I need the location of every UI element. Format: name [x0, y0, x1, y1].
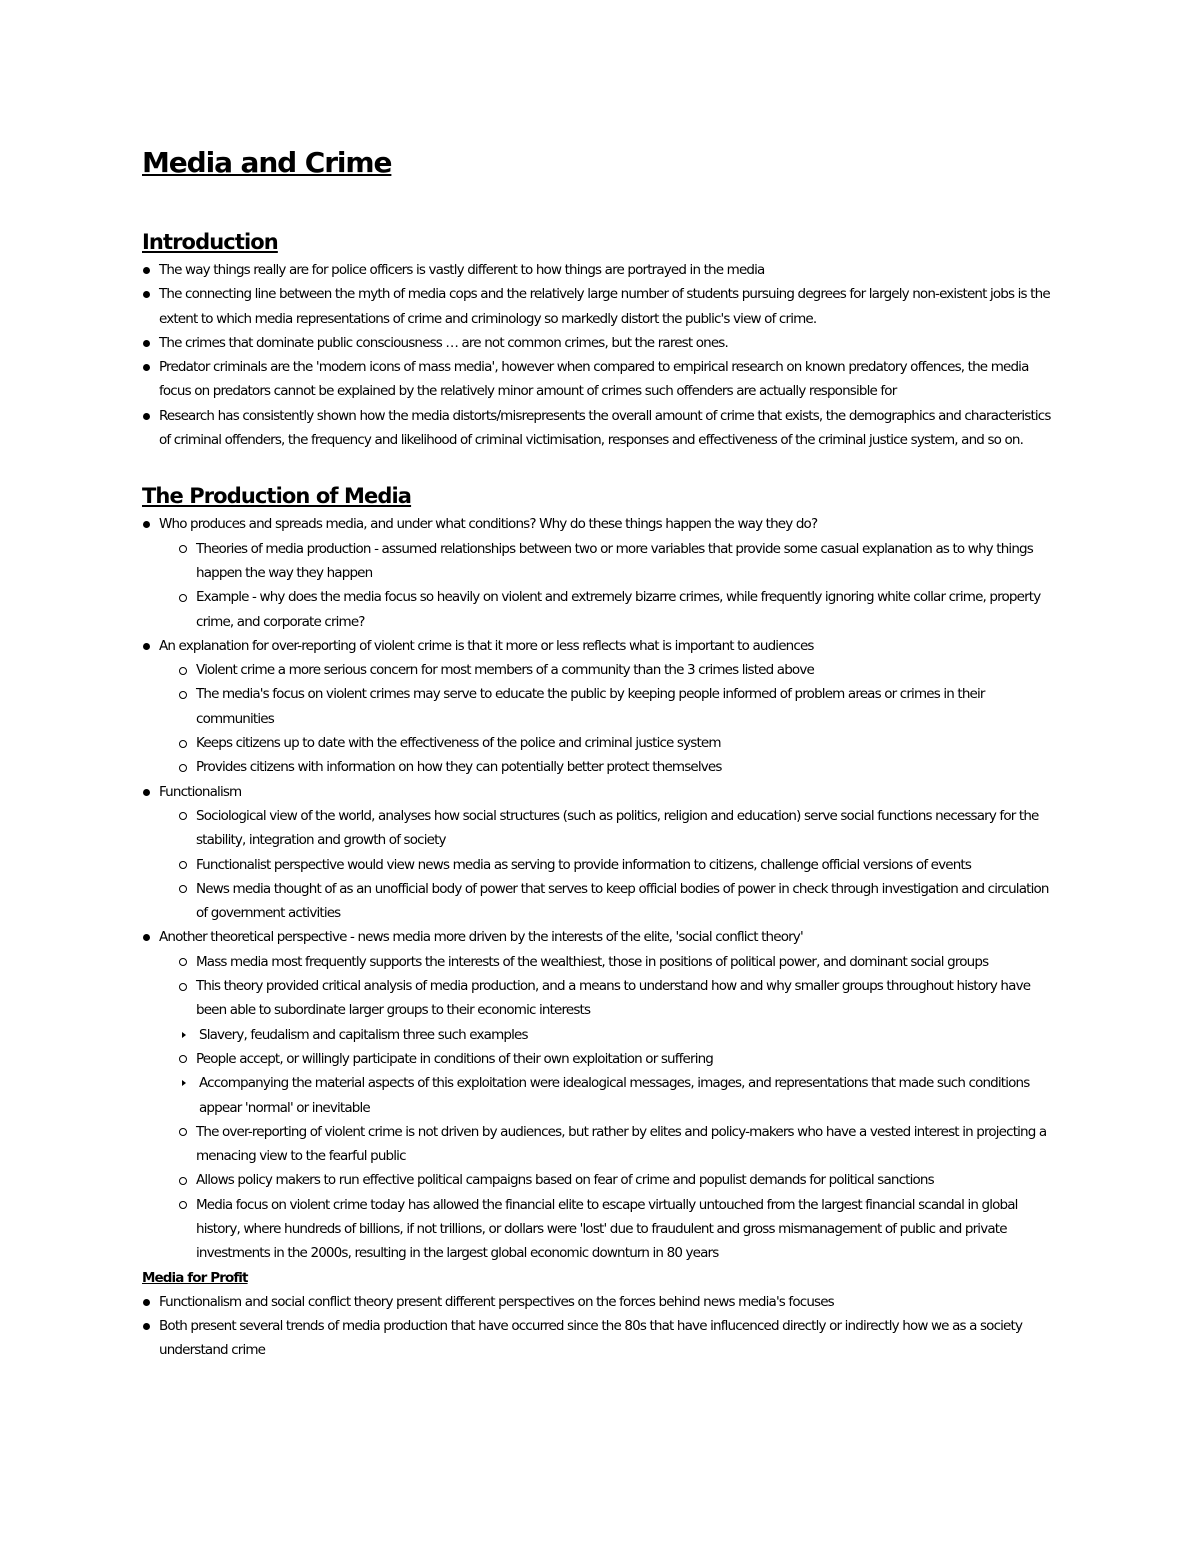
sublist-container: [142, 804, 1062, 925]
bullet-icon: [143, 413, 150, 420]
sublist-item: [162, 755, 1062, 779]
list-item-text: Functionalism and social conflict theory present different perspectives on the forces behind news media's focuses: [159, 1293, 834, 1310]
list-item: [142, 282, 1062, 331]
list-item-text: Both present several trends of media production that have occurred since the 80s that have influcenced directly or indirectly how we as a society understand crime: [159, 1317, 1023, 1359]
bullet-icon: [143, 789, 150, 796]
hollow-bullet-icon: [179, 1055, 187, 1063]
list-item: [142, 258, 1062, 282]
list-item: [142, 1290, 1062, 1314]
list-item-text: The crimes that dominate public consciousness … are not common crimes, but the rarest ones.: [159, 334, 728, 351]
nested-sublist-item: [164, 1023, 1062, 1047]
list-item-text: Predator criminals are the 'modern icons of mass media', however when compared to empirical research on known predatory offences, the media focus on predators cannot be explained by the relatively minor amount of crimes such offenders are actually responsible for: [159, 359, 1029, 400]
hollow-bullet-icon: [179, 958, 187, 966]
hollow-bullet-icon: [179, 983, 187, 991]
list-item: [142, 780, 1062, 804]
sublist: [162, 537, 1062, 634]
hollow-bullet-icon: [179, 667, 187, 675]
bullet-icon: [143, 643, 150, 650]
sublist-item-text: Provides citizens with information on how they can potentially better protect themselves: [196, 759, 722, 776]
bullet-icon: [143, 521, 150, 528]
sublist: [162, 950, 1062, 1266]
hollow-bullet-icon: [179, 1177, 187, 1185]
list-item-text: Research has consistently shown how the media distorts/misrepresents the overall amount of crime that exists, the demographics and characteristics of criminal offenders, the frequency and likelihood of criminal victimisation, responses and effectiveness of the criminal justice system, and so on.: [159, 407, 1051, 449]
sublist-item-text: The over-reporting of violent crime is not driven by audiences, but rather by elites and policy-makers who have a vested interest in projecting a menacing view to the fearful public: [196, 1123, 1047, 1165]
media-for-profit-list: [142, 1290, 1062, 1363]
nested-sublist-item-text: Slavery, feudalism and capitalism three such examples: [199, 1026, 528, 1043]
list-item-text: The way things really are for police officers is vastly different to how things are portrayed in the media: [159, 262, 765, 278]
sublist-item: [162, 1120, 1062, 1169]
sublist-item: [162, 804, 1062, 853]
list-item: [142, 404, 1062, 453]
sublist-item-text: People accept, or willingly participate in conditions of their own exploitation or suffering: [196, 1050, 714, 1067]
document-page: [142, 140, 1062, 1362]
list-item-text: Another theoretical perspective - news media more driven by the interests of the elite, 'social conflict theory': [159, 929, 803, 946]
sublist-item-text: Media focus on violent crime today has allowed the financial elite to escape virtually untouched from the largest financial scandal in global history, where hundreds of billions, if not trillions, or dollars were 'lost' due to fraudulent and gross mismanagement of public and private investments in the 2000s, resulting in the largest global economic downturn in 80 years: [196, 1196, 1018, 1262]
hollow-bullet-icon: [179, 594, 187, 602]
sublist-item: [162, 974, 1062, 1023]
bullet-icon: [143, 934, 150, 941]
sublist-item: [162, 658, 1062, 682]
list-item-text: An explanation for over-reporting of violent crime is that it more or less reflects what is important to audiences: [159, 637, 814, 654]
hollow-bullet-icon: [179, 1201, 187, 1209]
bullet-icon: [143, 267, 150, 274]
list-item-text: Who produces and spreads media, and under what conditions? Why do these things happen the way they do?: [159, 516, 818, 533]
bullet-icon: [143, 1299, 150, 1306]
sublist-item: [162, 1168, 1062, 1192]
hollow-bullet-icon: [179, 861, 187, 869]
sublist-item: [162, 877, 1062, 926]
sublist-item: [162, 950, 1062, 974]
sublist-item-text: Theories of media production - assumed relationships between two or more variables that provide some casual explanation as to why things happen the way they happen: [196, 540, 1033, 581]
hollow-bullet-icon: [179, 764, 187, 772]
sublist-item: [162, 853, 1062, 877]
sublist-item-text: Keeps citizens up to date with the effectiveness of the police and criminal justice system: [196, 735, 721, 752]
sublist-item: [162, 682, 1062, 731]
list-item-text: The connecting line between the myth of media cops and the relatively large number of students pursuing degrees for largely non-existent jobs is the extent to which media representations of crime and criminology so markedly distort the public's view of crime.: [159, 286, 1050, 327]
nested-sublist: [164, 1023, 1062, 1047]
bullet-icon: [143, 364, 150, 371]
sublist-item-text: Functionalist perspective would view news media as serving to provide information to citizens, challenge official versions of events: [196, 856, 972, 873]
sublist-item-text: Violent crime a more serious concern for most members of a community than the 3 crimes listed above: [196, 662, 814, 679]
hollow-bullet-icon: [179, 812, 187, 820]
bullet-icon: [143, 291, 150, 298]
sublist-item: [162, 1047, 1062, 1071]
arrow-bullet-icon: [182, 1080, 186, 1086]
list-item: [142, 634, 1062, 658]
arrow-bullet-icon: [182, 1032, 186, 1038]
sublist-container: [162, 1071, 1062, 1120]
sublist-item: [162, 731, 1062, 755]
document-title: Media and Crime: [142, 146, 392, 179]
hollow-bullet-icon: [179, 691, 187, 699]
introduction-list: [142, 258, 1062, 452]
sublist-container: [142, 658, 1062, 779]
list-item: [142, 1314, 1062, 1363]
sublist-container: [142, 950, 1062, 1266]
list-item: [142, 925, 1062, 949]
list-item: [142, 512, 1062, 536]
sublist-item-text: Allows policy makers to run effective political campaigns based on fear of crime and populist demands for political sanctions: [196, 1172, 934, 1189]
sublist-item-text: Example - why does the media focus so heavily on violent and extremely bizarre crimes, while frequently ignoring white collar crime, property crime, and corporate crime?: [196, 589, 1041, 630]
sublist-item-text: The media's focus on violent crimes may serve to educate the public by keeping people informed of problem areas or crimes in their communities: [196, 686, 985, 727]
list-item: [142, 355, 1062, 404]
hollow-bullet-icon: [179, 885, 187, 893]
sublist-item: [162, 537, 1062, 586]
sublist: [162, 658, 1062, 779]
sublist-item: [162, 585, 1062, 634]
list-item: [142, 331, 1062, 355]
section-heading-introduction: Introduction: [142, 230, 278, 254]
subsection-heading-media-for-profit: Media for Profit: [142, 1269, 248, 1286]
sublist-item-text: Sociological view of the world, analyses how social structures (such as politics, religion and education) serve social functions necessary for the stability, integration and growth of society: [196, 807, 1039, 849]
hollow-bullet-icon: [179, 545, 187, 553]
hollow-bullet-icon: [179, 740, 187, 748]
sublist-item-text: Mass media most frequently supports the interests of the wealthiest, those in positions of political power, and dominant social groups: [196, 953, 989, 970]
sublist: [162, 804, 1062, 925]
sublist-item-text: This theory provided critical analysis of media production, and a means to understand how and why smaller groups throughout history have been able to subordinate larger groups to their economic interests: [196, 978, 1031, 1019]
hollow-bullet-icon: [179, 1128, 187, 1136]
nested-sublist-item-text: Accompanying the material aspects of this exploitation were idealogical messages, images, and representations that made such conditions appear 'normal' or inevitable: [199, 1075, 1030, 1116]
nested-sublist-item: [164, 1071, 1062, 1120]
nested-sublist: [164, 1071, 1062, 1120]
bullet-icon: [143, 1323, 150, 1330]
sublist-item-text: News media thought of as an unofficial body of power that serves to keep official bodies of power in check through investigation and circulation of government activities: [196, 880, 1049, 922]
list-item-text: Functionalism: [159, 783, 242, 800]
production-list: [142, 512, 1062, 1265]
sublist-container: [142, 537, 1062, 634]
sublist-item: [162, 1193, 1062, 1266]
bullet-icon: [143, 340, 150, 347]
section-heading-production-of-media: The Production of Media: [142, 484, 412, 509]
sublist-container: [162, 1023, 1062, 1047]
